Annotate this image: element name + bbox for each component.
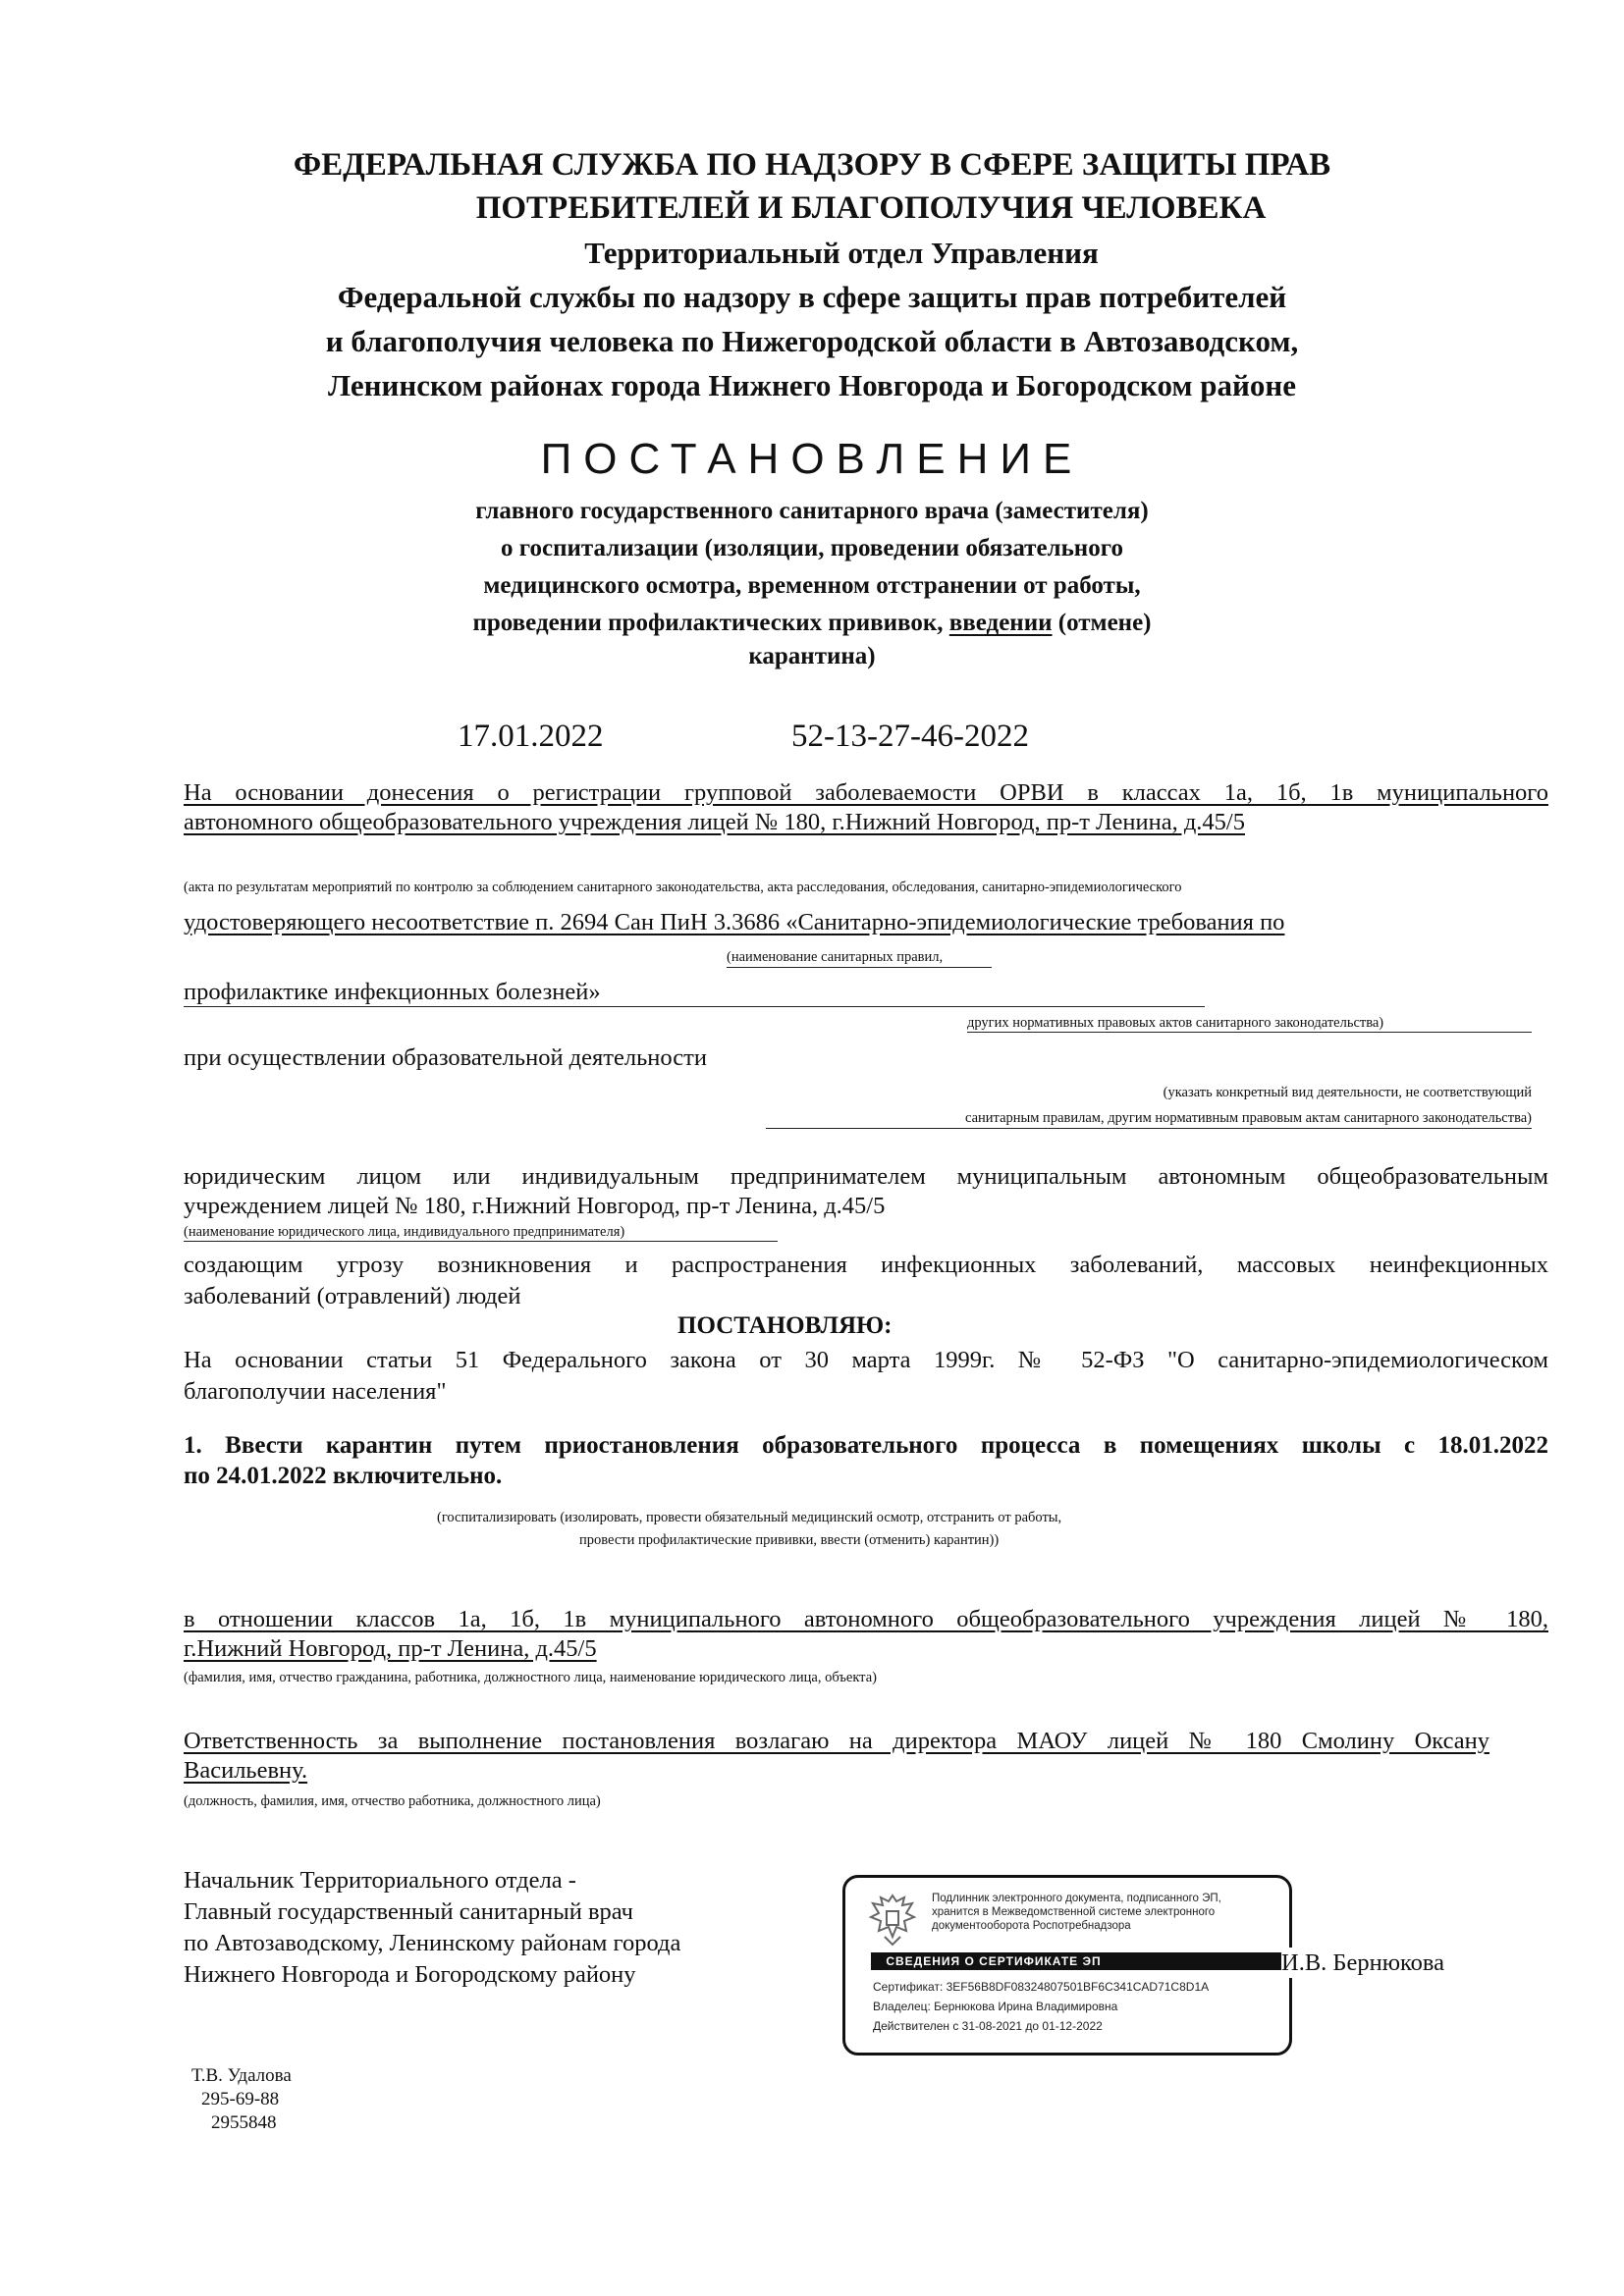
subtitle-line-3: медицинского осмотра, временном отстранении от работы, (483, 572, 1141, 599)
law-line-1: На основании статьи 51 Федерального закона от 30 марта 1999г. № 52-ФЗ "О санитарно-эпидемиологическом (184, 1347, 1548, 1373)
document-date: 17.01.2022 (458, 719, 604, 754)
stamp-valid: Действителен с 31-08-2021 до 01-12-2022 (873, 2019, 1103, 2033)
subtitle-line-4-underlined: введении (948, 610, 1053, 636)
threat-line-2: заболеваний (отравлений) людей (184, 1283, 521, 1309)
subtitle-line-4 (0, 608, 1624, 638)
responsibility-line-2: Васильевну. (184, 1757, 308, 1784)
subtitle-line-4-post: (отмене) (1052, 610, 1152, 636)
basis-line-1: На основании донесения о регистрации групповой заболеваемости ОРВИ в классах 1а, 1б, 1в муниципального (184, 779, 1548, 806)
activity-text: при осуществлении образовательной деятельности (184, 1044, 707, 1071)
stamp-owner: Владелец: Бернюкова Ирина Владимировна (873, 2000, 1118, 2013)
basis-line-3: удостоверяющего несоответствие п. 2694 Сан ПиН 3.3686 «Санитарно-эпидемиологические требования по (184, 909, 1285, 935)
signatory-line-4: Нижнего Новгорода и Богородскому району (184, 1961, 636, 1988)
stamp-text-2: хранится в Межведомственной системе электронного (932, 1906, 1216, 1918)
activity-caption-1: (указать конкретный вид деятельности, не соответствующий (1163, 1085, 1532, 1100)
stamp-certificate: Сертификат: 3EF56B8DF08324807501BF6C341CAD71C8D1A (873, 1980, 1210, 1994)
law-line-2: благополучии населения" (184, 1378, 447, 1405)
basis-caption-2: (наименование санитарных правил, (727, 949, 944, 965)
agency-line-6: Ленинском районах города Нижнего Новгорода и Богородском районе (328, 368, 1296, 402)
entity-caption: (наименование юридического лица, индивидуального предпринимателя) (184, 1224, 625, 1240)
stamp-text-1: Подлинник электронного документа, подписанного ЭП, (932, 1893, 1221, 1904)
activity-caption-2: санитарным правилам, другим нормативным правовым актам санитарного законодательства) (964, 1110, 1532, 1126)
relation-line-2: г.Нижний Новгород, пр-т Ленина, д.45/5 (184, 1635, 597, 1662)
executor-phone-1: 295-69-88 (201, 2089, 280, 2109)
agency-line-3: Территориальный отдел Управления (584, 236, 1099, 270)
decree-heading: ПОСТАНОВЛЯЮ: (677, 1312, 893, 1339)
coat-of-arms-icon (867, 1892, 918, 1949)
basis-line-2: автономного общеобразовательного учреждения лицей № 180, г.Нижний Новгород, пр-т Ленина, д.45/5 (184, 809, 1245, 835)
agency-line-5: и благополучия человека по Нижегородской области в Автозаводском, (325, 324, 1299, 358)
subtitle-line-4-pre: проведении профилактических прививок, (472, 610, 949, 636)
subtitle-line-2: о госпитализации (изоляции, проведении обязательного (501, 535, 1123, 561)
document-number: 52-13-27-46-2022 (791, 719, 1029, 754)
signatory-line-3: по Автозаводскому, Ленинскому районам города (184, 1930, 681, 1956)
relation-line-1: в отношении классов 1а, 1б, 1в муниципального автономного общеобразовательного учреждения лицей № 180, (184, 1606, 1548, 1632)
decree-item-1-line-2: по 24.01.2022 включительно. (184, 1463, 503, 1489)
responsibility-line-1: Ответственность за выполнение постановления возлагаю на директора МАОУ лицей № 180 Смолину Оксану (184, 1728, 1489, 1754)
agency-line-1: ФЕДЕРАЛЬНАЯ СЛУЖБА ПО НАДЗОРУ В СФЕРЕ ЗАЩИТЫ ПРАВ (293, 147, 1331, 183)
basis-line-4: профилактике инфекционных болезней» (184, 979, 601, 1005)
stamp-bar-label: СВЕДЕНИЯ О СЕРТИФИКАТЕ ЭП (886, 1954, 1102, 1968)
basis-caption-1: (акта по результатам мероприятий по контролю за соблюдением санитарного законодательства, акта расследования, обследования, санитарно-эпидемиологического (184, 880, 1182, 895)
relation-caption: (фамилия, имя, отчество гражданина, работника, должностного лица, наименование юридического лица, объекта) (184, 1670, 877, 1685)
executor-name: Т.В. Удалова (191, 2065, 292, 2086)
stamp-text-3: документооборота Роспотребнадзора (932, 1920, 1131, 1932)
stamp-header-bar (871, 1952, 1283, 1970)
document-title: ПОСТАНОВЛЕНИЕ (540, 435, 1084, 483)
threat-line-1: создающим угрозу возникновения и распространения инфекционных заболеваний, массовых неинфекционных (184, 1252, 1548, 1278)
agency-line-4: Федеральной службы по надзору в сфере защиты прав потребителей (337, 280, 1287, 314)
electronic-signature-stamp (842, 1875, 1292, 2056)
entity-line-2: учреждением лицей № 180, г.Нижний Новгород, пр-т Ленина, д.45/5 (184, 1193, 886, 1219)
entity-line-1: юридическим лицом или индивидуальным предпринимателем муниципальным автономным общеобразовательным (184, 1163, 1548, 1190)
decree-item-1-line-1: 1. Ввести карантин путем приостановления образовательного процесса в помещениях школы с 18.01.2022 (184, 1432, 1548, 1459)
decree-caption-2: провести профилактические прививки, ввести (отменить) карантин)) (579, 1532, 1000, 1548)
subtitle-line-1: главного государственного санитарного врача (заместителя) (475, 498, 1149, 524)
signatory-name: И.В. Бернюкова (1281, 1949, 1445, 1976)
signatory-line-1: Начальник Территориального отдела - (184, 1867, 576, 1894)
basis-caption-3: других нормативных правовых актов санитарного законодательства) (967, 1015, 1384, 1031)
decree-caption-1: (госпитализировать (изолировать, провести обязательный медицинский осмотр, отстранить от работы, (437, 1510, 1062, 1525)
responsibility-caption: (должность, фамилия, имя, отчество работника, должностного лица) (184, 1793, 601, 1809)
signatory-line-2: Главный государственный санитарный врач (184, 1898, 633, 1925)
executor-phone-2: 2955848 (211, 2112, 277, 2133)
subtitle-line-5: карантина) (748, 643, 876, 669)
agency-line-2: ПОТРЕБИТЕЛЕЙ И БЛАГОПОЛУЧИЯ ЧЕЛОВЕКА (475, 190, 1267, 226)
